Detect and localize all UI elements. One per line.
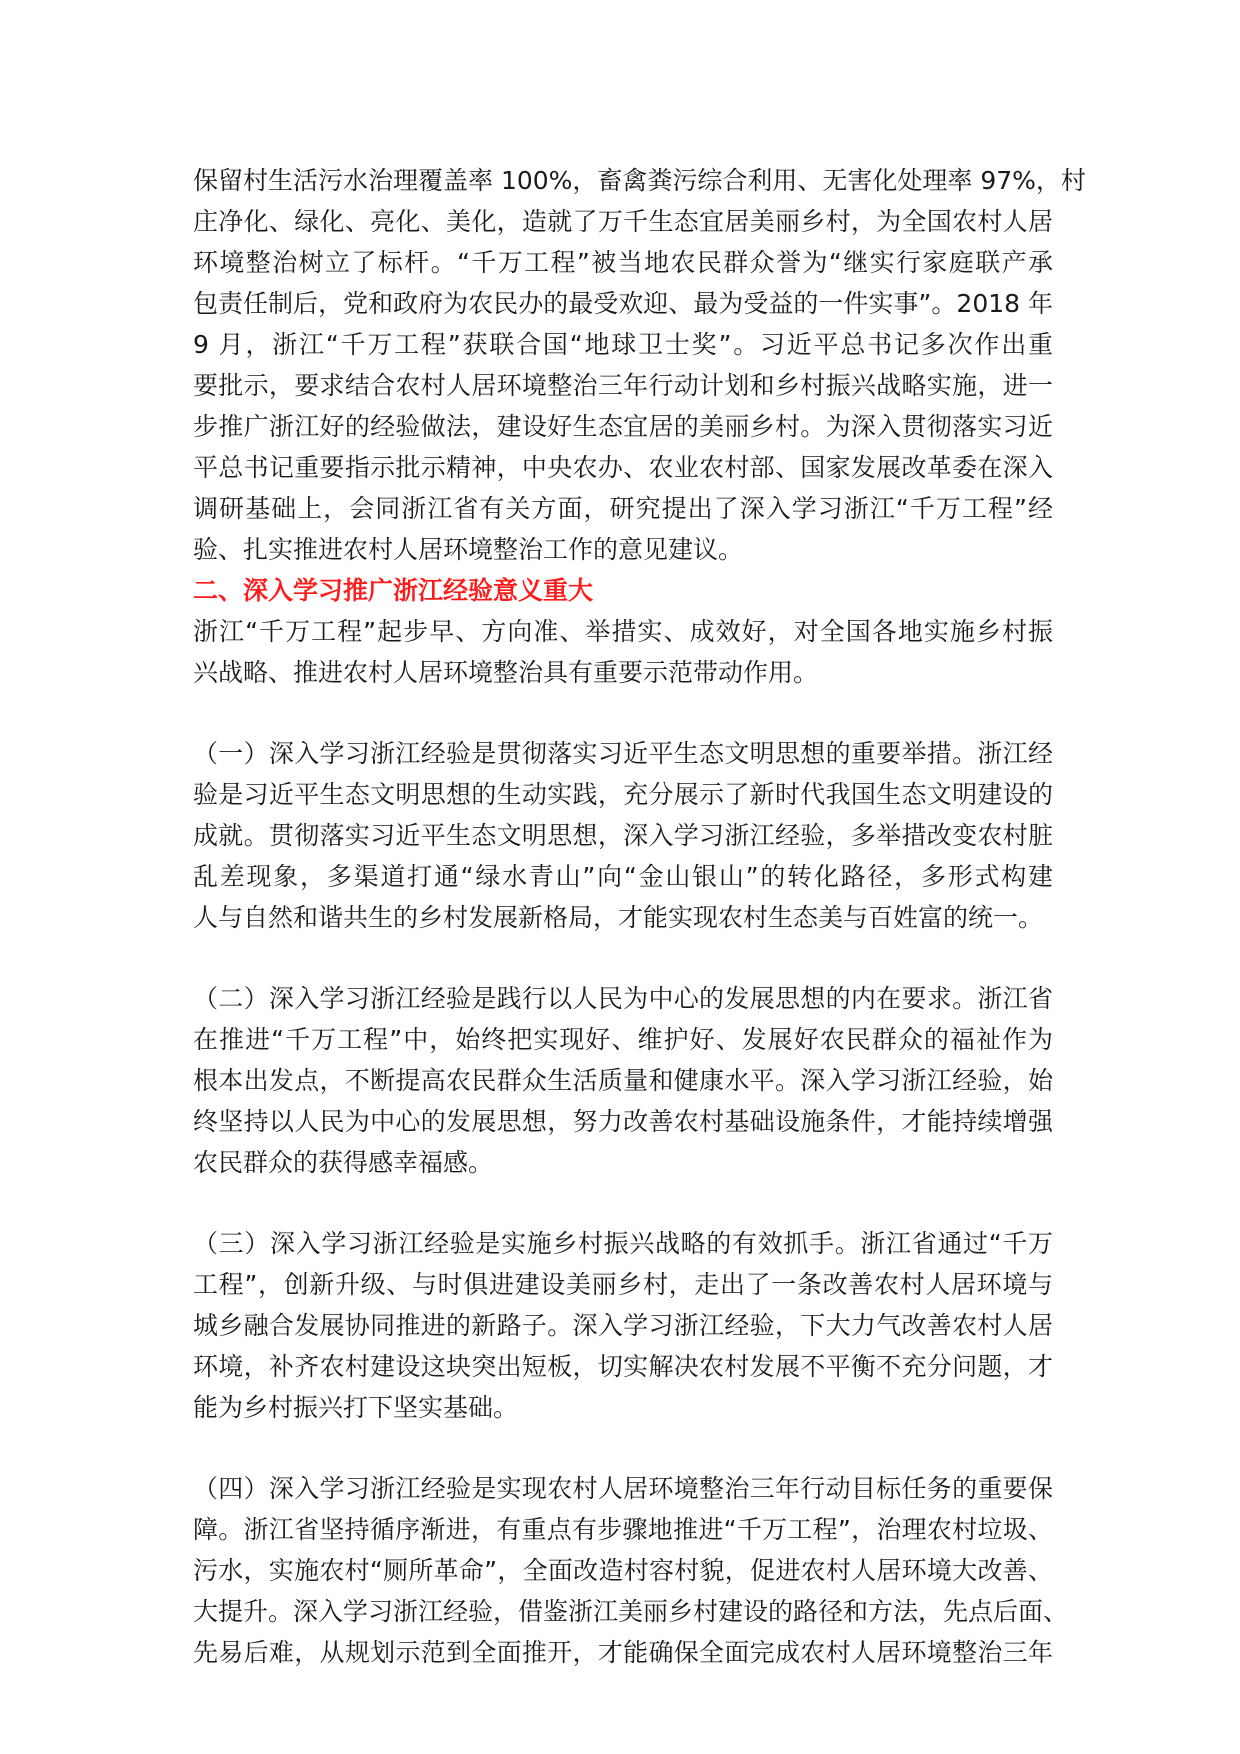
text-line: 成就。贯彻落实习近平生态文明思想，深入学习浙江经验，多举措改变农村脏 — [193, 821, 1053, 850]
text-line: 环境整治树立了标杆。“千万工程”被当地农民群众誉为“继实行家庭联产承 — [193, 248, 1053, 277]
paragraph-two — [193, 978, 1053, 1183]
text-line: （二）深入学习浙江经验是践行以人民为中心的发展思想的内在要求。浙江省 — [193, 984, 1053, 1013]
text-line: 先易后难，从规划示范到全面推开，才能确保全面完成农村人居环境整治三年 — [193, 1638, 1053, 1667]
text-line: 工程”，创新升级、与时俱进建设美丽乡村，走出了一条改善农村人居环境与 — [193, 1270, 1053, 1299]
paragraph-spacer — [193, 1428, 1053, 1468]
text-line: 平总书记重要指示批示精神，中央农办、农业农村部、国家发展改革委在深入 — [193, 453, 1053, 482]
text-line: 9 月，浙江“千万工程”获联合国“地球卫士奖”。习近平总书记多次作出重 — [193, 330, 1053, 359]
paragraph-spacer — [193, 693, 1053, 733]
text-line: 乱差现象，多渠道打通“绿水青山”向“金山银山”的转化路径，多形式构建 — [193, 862, 1053, 891]
text-line: 浙江“千万工程”起步早、方向准、举措实、成效好，对全国各地实施乡村振 — [193, 617, 1053, 646]
text-line: 人与自然和谐共生的乡村发展新格局，才能实现农村生态美与百姓富的统一。 — [193, 903, 1044, 932]
text-line: 障。浙江省坚持循序渐进，有重点有步骤地推进“千万工程”，治理农村垃圾、 — [193, 1515, 1053, 1544]
text-line: （四）深入学习浙江经验是实现农村人居环境整治三年行动目标任务的重要保 — [193, 1474, 1053, 1503]
text-line: 根本出发点，不断提高农民群众生活质量和健康水平。深入学习浙江经验，始 — [193, 1066, 1053, 1095]
text-line: 包责任制后，党和政府为农民办的最受欢迎、最为受益的一件实事”。2018 年 — [193, 289, 1053, 318]
section-heading: 二、深入学习推广浙江经验意义重大 — [193, 576, 594, 605]
text-line: 保留村生活污水治理覆盖率 100%，畜禽粪污综合利用、无害化处理率 97%，村 — [193, 166, 1086, 195]
paragraph-one — [193, 733, 1053, 938]
text-line: 要批示，要求结合农村人居环境整治三年行动计划和乡村振兴战略实施，进一 — [193, 371, 1053, 400]
section-intro-paragraph — [193, 611, 1053, 693]
text-line: 城乡融合发展协同推进的新路子。深入学习浙江经验，下大力气改善农村人居 — [193, 1311, 1053, 1340]
text-line: 终坚持以人民为中心的发展思想，努力改善农村基础设施条件，才能持续增强 — [193, 1107, 1053, 1136]
text-line: （一）深入学习浙江经验是贯彻落实习近平生态文明思想的重要举措。浙江经 — [193, 739, 1053, 768]
intro-paragraph — [193, 160, 1086, 570]
text-line: 农民群众的获得感幸福感。 — [193, 1148, 494, 1177]
text-line: 庄净化、绿化、亮化、美化，造就了万千生态宜居美丽乡村，为全国农村人居 — [193, 207, 1053, 236]
text-line: 兴战略、推进农村人居环境整治具有重要示范带动作用。 — [193, 658, 819, 687]
text-line: 大提升。深入学习浙江经验，借鉴浙江美丽乡村建设的路径和方法，先点后面、 — [193, 1597, 1069, 1626]
text-line: 步推广浙江好的经验做法，建设好生态宜居的美丽乡村。为深入贯彻落实习近 — [193, 412, 1053, 441]
text-line: （三）深入学习浙江经验是实施乡村振兴战略的有效抓手。浙江省通过“千万 — [193, 1229, 1053, 1258]
text-line: 在推进“千万工程”中，始终把实现好、维护好、发展好农民群众的福祉作为 — [193, 1025, 1053, 1054]
text-line: 环境，补齐农村建设这块突出短板，切实解决农村发展不平衡不充分问题，才 — [193, 1352, 1053, 1381]
text-line: 能为乡村振兴打下坚实基础。 — [193, 1393, 519, 1422]
text-line: 验、扎实推进农村人居环境整治工作的意见建议。 — [193, 535, 744, 564]
paragraph-three — [193, 1223, 1053, 1428]
text-line: 污水，实施农村“厕所革命”，全面改造村容村貌，促进农村人居环境大改善、 — [193, 1556, 1053, 1585]
text-line: 调研基础上，会同浙江省有关方面，研究提出了深入学习浙江“千万工程”经 — [193, 494, 1053, 523]
text-line: 验是习近平生态文明思想的生动实践，充分展示了新时代我国生态文明建设的 — [193, 780, 1053, 809]
document-body — [193, 160, 1086, 1673]
paragraph-spacer — [193, 938, 1053, 978]
paragraph-four — [193, 1468, 1069, 1673]
paragraph-spacer — [193, 1183, 1053, 1223]
